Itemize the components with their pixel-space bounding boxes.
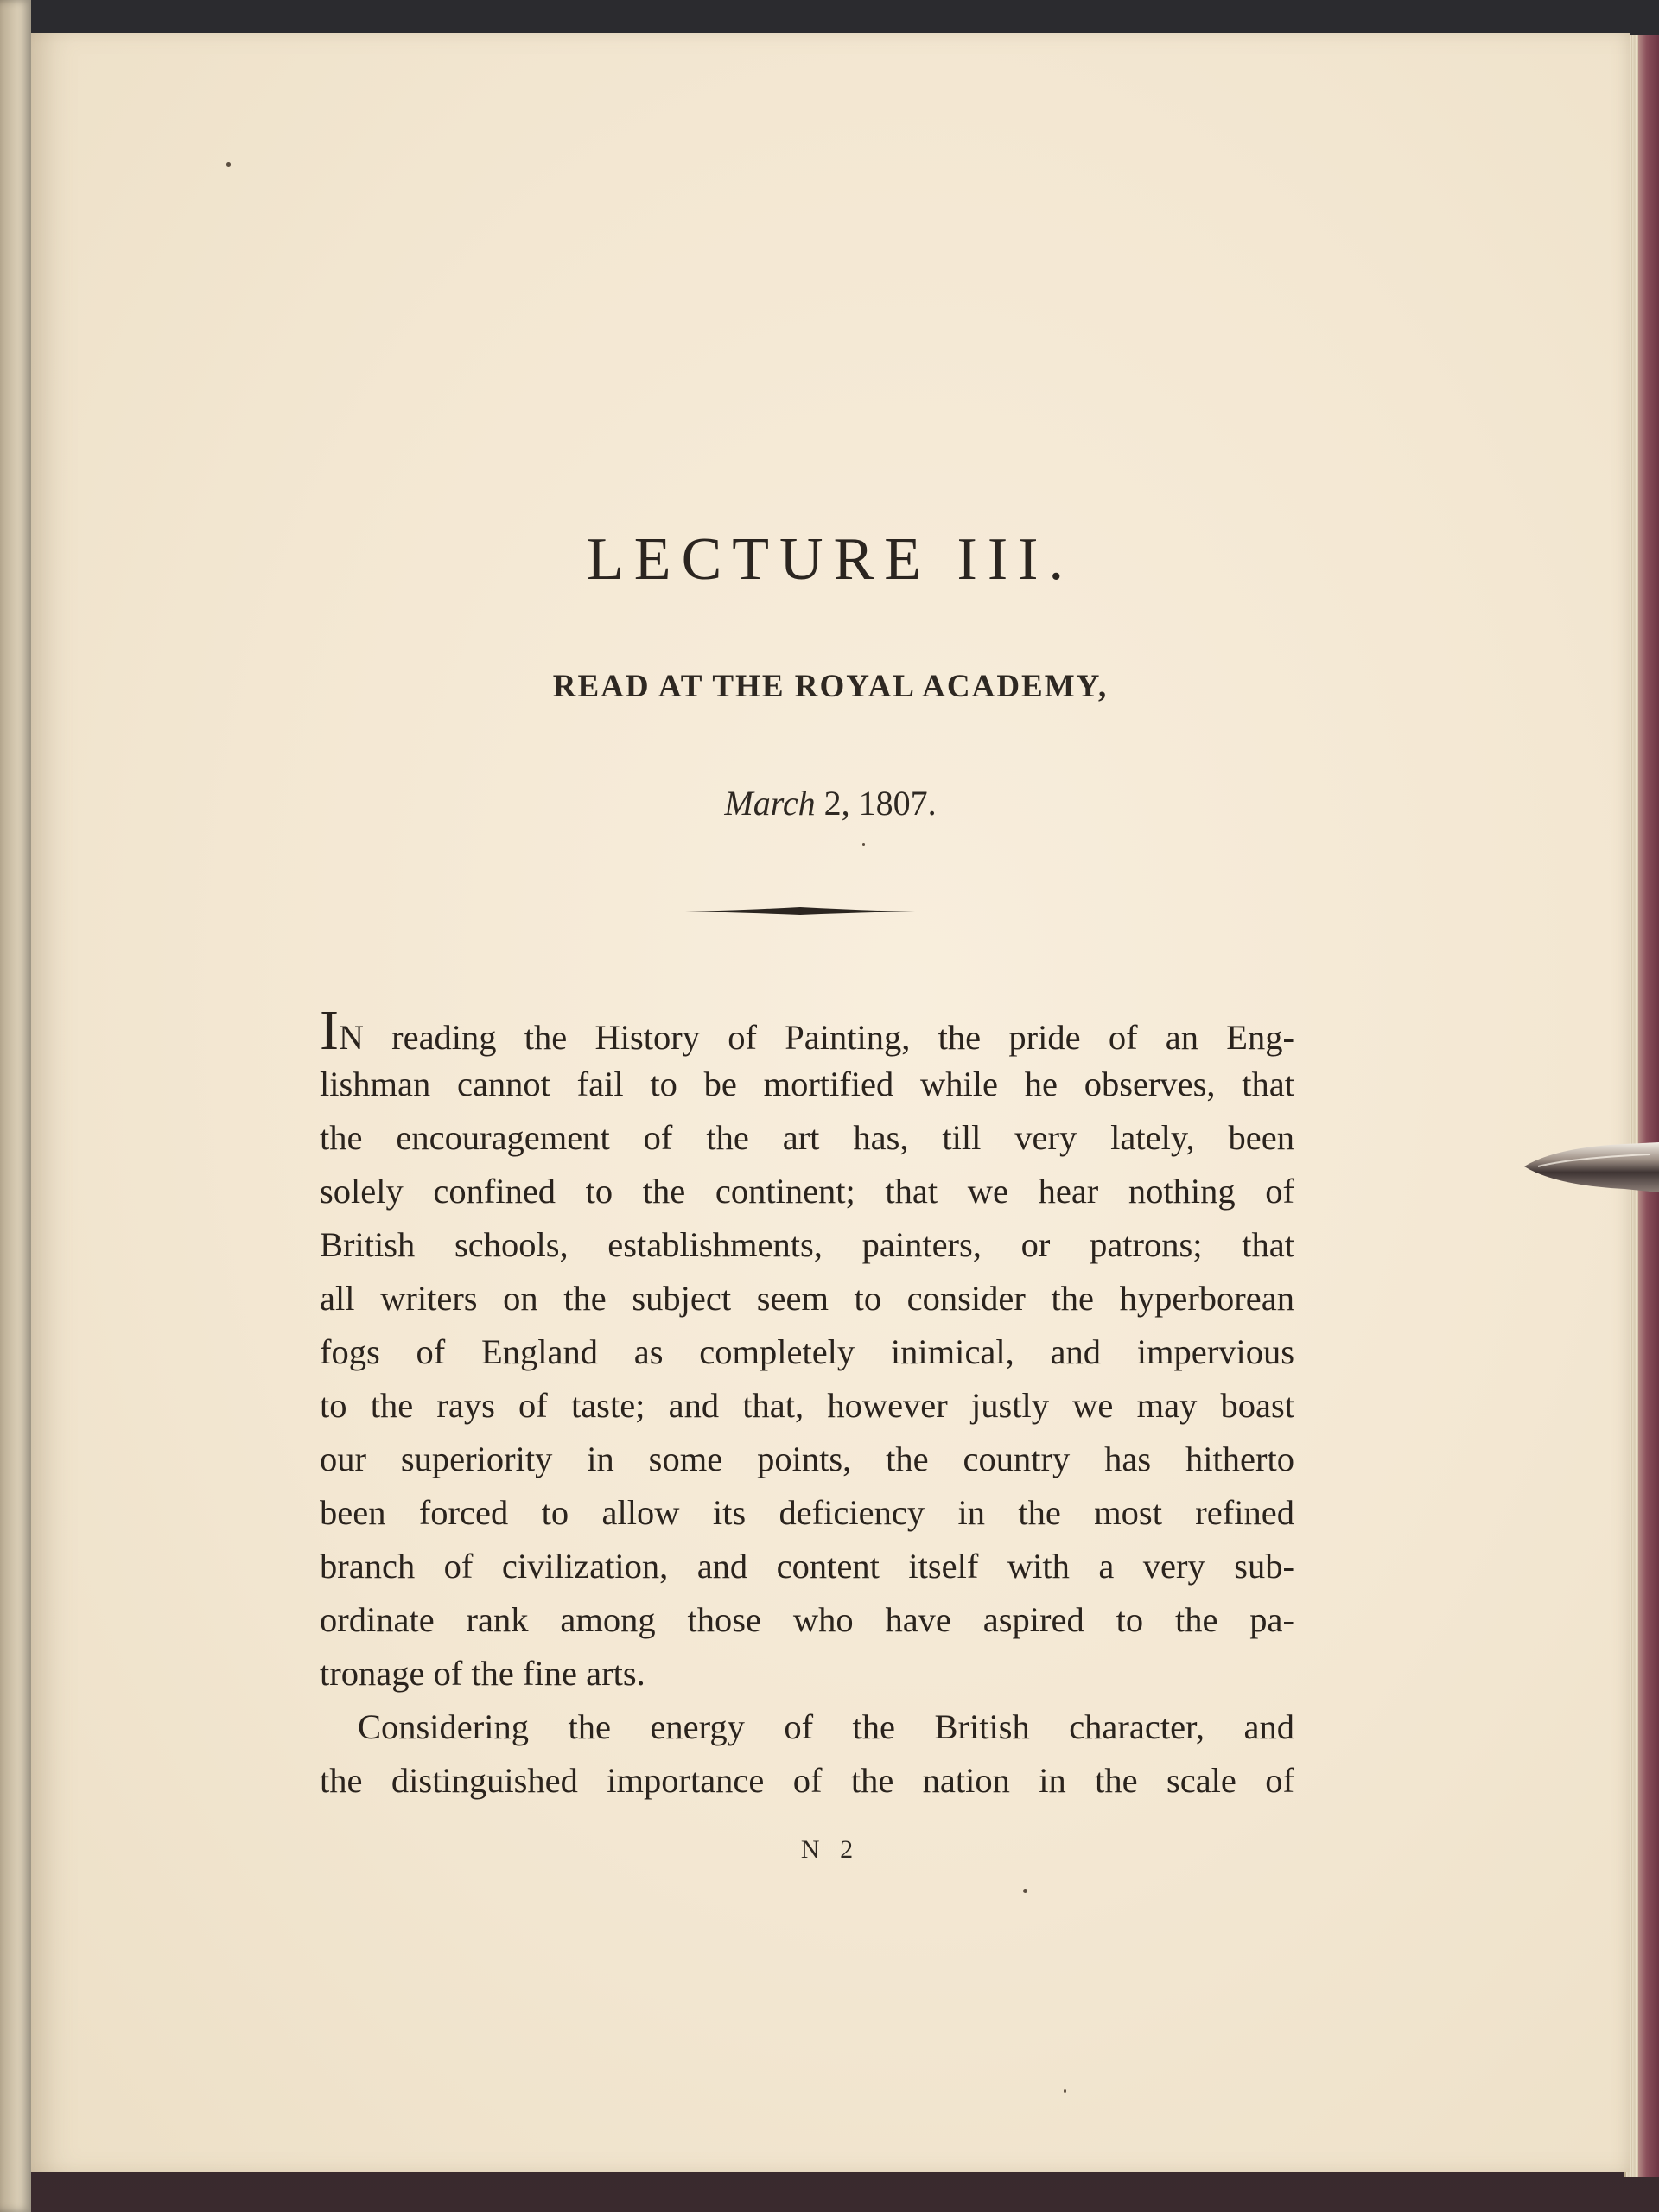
page-clip (1521, 1132, 1659, 1203)
text-line (320, 1540, 1294, 1593)
line-text: reading the History of Painting, the pride of an Eng- (363, 1018, 1294, 1057)
text-line (320, 1647, 1294, 1700)
small-cap: N (338, 1018, 364, 1057)
line-text: to the rays of taste; and that, however justly we may boast (320, 1386, 1294, 1425)
paper-speck (862, 843, 865, 846)
line-text: branch of civilization, and content itself with a very sub- (320, 1547, 1294, 1586)
text-line (320, 1754, 1294, 1808)
line-text: solely confined to the continent; that we hear nothing of (320, 1172, 1294, 1211)
left-page-edge (0, 0, 31, 2212)
book-binding (1638, 35, 1659, 2177)
text-line (320, 1325, 1294, 1379)
line-text: tronage of the fine arts. (320, 1654, 645, 1693)
ornamental-rule (683, 904, 917, 919)
text-line (320, 999, 1294, 1062)
line-text: ordinate rank among those who have aspired to the pa- (320, 1600, 1294, 1639)
lecture-subtitle: READ AT THE ROYAL ACADEMY, (552, 669, 1109, 704)
signature-mark: N 2 (800, 1835, 861, 1864)
lecture-title: LECTURE III. (587, 526, 1074, 593)
text-line (320, 1379, 1294, 1433)
line-text: British schools, establishments, painters, or patrons; that (320, 1225, 1294, 1264)
line-text: our superiority in some points, the country has hitherto (320, 1440, 1294, 1478)
date-rest: 2, 1807. (815, 784, 937, 823)
text-line (320, 1272, 1294, 1325)
book-page (31, 33, 1630, 2172)
drop-cap: I (320, 999, 339, 1062)
paper-speck (1023, 1889, 1027, 1893)
paper-speck (1064, 2089, 1066, 2093)
date-month: March (724, 784, 816, 823)
line-text: the encouragement of the art has, till very lately, been (320, 1118, 1294, 1157)
reverse-page-show-through (342, 396, 1301, 1087)
text-line (320, 1058, 1294, 1111)
text-line (320, 1218, 1294, 1272)
text-line (320, 1433, 1294, 1486)
text-line (320, 1593, 1294, 1647)
text-line (320, 1700, 1294, 1754)
text-line (320, 1111, 1294, 1165)
line-text: fogs of England as completely inimical, and impervious (320, 1332, 1294, 1371)
paper-speck (226, 162, 231, 167)
text-line (320, 1486, 1294, 1540)
line-text: all writers on the subject seem to consider the hyperborean (320, 1279, 1294, 1318)
line-text: lishman cannot fail to be mortified while he observes, that (320, 1065, 1294, 1103)
body-text (320, 999, 1294, 1808)
text-line (320, 1165, 1294, 1218)
line-text: the distinguished importance of the nation in the scale of (320, 1761, 1294, 1800)
line-text: Considering the energy of the British character, and (358, 1707, 1294, 1746)
line-text: been forced to allow its deficiency in the most refined (320, 1493, 1294, 1532)
lecture-date (31, 783, 1630, 823)
